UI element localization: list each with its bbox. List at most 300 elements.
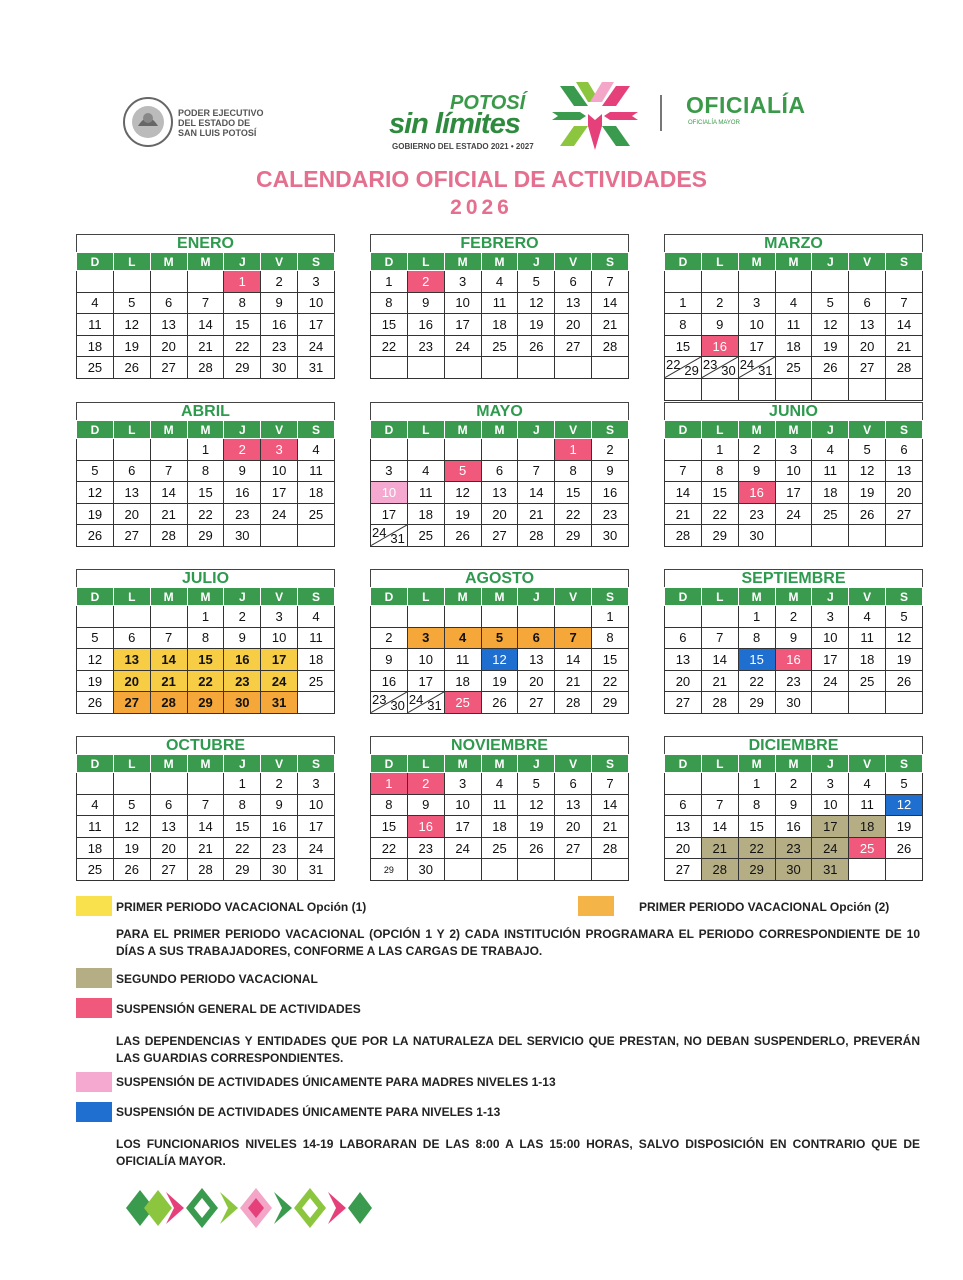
header-divider bbox=[660, 95, 662, 131]
day-cell: 7 bbox=[150, 460, 187, 482]
day-cell: 18 bbox=[407, 503, 444, 525]
day-cell: 5 bbox=[518, 271, 555, 293]
weekday-header: D bbox=[371, 421, 408, 439]
day-cell: 25 bbox=[298, 670, 335, 692]
day-cell: 17 bbox=[738, 335, 775, 357]
day-cell: 5 bbox=[812, 292, 849, 314]
day-cell: 26 bbox=[77, 525, 114, 547]
day-cell: 6 bbox=[481, 460, 518, 482]
day-cell: 30 bbox=[738, 525, 775, 547]
empty-cell bbox=[77, 606, 114, 628]
day-cell: 5 bbox=[77, 460, 114, 482]
weekday-header: M bbox=[444, 755, 481, 773]
day-cell: 5 bbox=[886, 606, 923, 628]
weekday-header: M bbox=[150, 253, 187, 271]
day-cell: 27 bbox=[555, 335, 592, 357]
empty-cell bbox=[849, 271, 886, 293]
empty-cell bbox=[187, 773, 224, 795]
day-cell: 17 bbox=[407, 670, 444, 692]
day-cell: 13 bbox=[886, 460, 923, 482]
month-name: ABRIL bbox=[76, 402, 335, 420]
day-cell: 7 bbox=[886, 292, 923, 314]
day-cell: 5 bbox=[849, 439, 886, 461]
weekday-header: V bbox=[849, 588, 886, 606]
empty-cell bbox=[150, 271, 187, 293]
day-cell: 15 bbox=[738, 816, 775, 838]
empty-cell bbox=[518, 357, 555, 379]
legend-levels-suspension: SUSPENSIÓN DE ACTIVIDADES ÚNICAMENTE PARA NIVELES 1-13 bbox=[116, 1105, 501, 1119]
day-cell: 20 bbox=[481, 503, 518, 525]
day-cell: 11 bbox=[812, 460, 849, 482]
day-cell: 12 bbox=[113, 314, 150, 336]
day-cell: 19 bbox=[77, 670, 114, 692]
weekday-header: V bbox=[261, 253, 298, 271]
day-cell: 19 bbox=[77, 503, 114, 525]
weekday-header: M bbox=[481, 421, 518, 439]
day-cell: 3 bbox=[812, 606, 849, 628]
empty-cell bbox=[407, 606, 444, 628]
day-cell: 27 bbox=[113, 692, 150, 714]
weekday-header: D bbox=[371, 253, 408, 271]
empty-cell bbox=[371, 606, 408, 628]
day-cell: 5 bbox=[444, 460, 481, 482]
month-septiembre bbox=[664, 569, 923, 714]
weekday-header: M bbox=[775, 588, 812, 606]
empty-cell bbox=[444, 859, 481, 881]
empty-cell bbox=[555, 859, 592, 881]
empty-cell bbox=[775, 271, 812, 293]
day-cell: 6 bbox=[518, 627, 555, 649]
month-name: OCTUBRE bbox=[76, 736, 335, 754]
weekday-header: V bbox=[261, 755, 298, 773]
day-cell: 2 bbox=[407, 271, 444, 293]
weekday-header: M bbox=[444, 253, 481, 271]
empty-cell bbox=[738, 271, 775, 293]
weekday-header: M bbox=[738, 588, 775, 606]
day-cell: 19 bbox=[886, 816, 923, 838]
empty-cell bbox=[481, 439, 518, 461]
weekday-header: L bbox=[407, 588, 444, 606]
empty-cell bbox=[298, 525, 335, 547]
empty-cell bbox=[187, 271, 224, 293]
day-cell: 12 bbox=[481, 649, 518, 671]
day-cell: 5 bbox=[113, 292, 150, 314]
day-cell: 9 bbox=[592, 460, 629, 482]
day-cell: 14 bbox=[518, 482, 555, 504]
month-name: FEBRERO bbox=[370, 234, 629, 252]
day-cell: 3 bbox=[775, 439, 812, 461]
day-cell: 2 bbox=[224, 606, 261, 628]
day-cell: 19 bbox=[113, 837, 150, 859]
weekday-header: D bbox=[665, 755, 702, 773]
month-junio bbox=[664, 402, 923, 547]
weekday-header: S bbox=[592, 588, 629, 606]
empty-cell bbox=[849, 692, 886, 714]
day-cell: 14 bbox=[701, 649, 738, 671]
day-cell: 2 bbox=[738, 439, 775, 461]
day-cell: 23 bbox=[407, 837, 444, 859]
empty-cell bbox=[665, 271, 702, 293]
day-cell: 18 bbox=[481, 816, 518, 838]
day-cell: 12 bbox=[886, 627, 923, 649]
day-cell: 28 bbox=[592, 837, 629, 859]
day-cell: 9 bbox=[775, 627, 812, 649]
day-cell: 17 bbox=[298, 816, 335, 838]
day-cell: 8 bbox=[224, 292, 261, 314]
day-cell: 2 bbox=[775, 606, 812, 628]
day-cell: 24 bbox=[812, 670, 849, 692]
day-cell: 24 bbox=[298, 837, 335, 859]
day-cell: 29 bbox=[224, 859, 261, 881]
day-cell: 29 bbox=[371, 859, 408, 881]
month-abril bbox=[76, 402, 335, 547]
day-cell: 10 bbox=[298, 794, 335, 816]
day-cell: 6 bbox=[150, 794, 187, 816]
day-cell: 8 bbox=[592, 627, 629, 649]
day-cell: 11 bbox=[481, 292, 518, 314]
day-cell: 20 bbox=[555, 314, 592, 336]
day-cell: 18 bbox=[481, 314, 518, 336]
day-cell: 13 bbox=[113, 482, 150, 504]
day-cell: 17 bbox=[444, 816, 481, 838]
day-cell: 27 bbox=[518, 692, 555, 714]
empty-cell bbox=[701, 773, 738, 795]
weekday-header: M bbox=[481, 755, 518, 773]
day-cell: 17 bbox=[298, 314, 335, 336]
day-cell: 12 bbox=[77, 482, 114, 504]
day-cell: 18 bbox=[775, 335, 812, 357]
weekday-header: V bbox=[555, 253, 592, 271]
legend-swatch-yellow bbox=[76, 896, 112, 916]
day-cell: 8 bbox=[555, 460, 592, 482]
weekday-header: J bbox=[224, 588, 261, 606]
empty-cell bbox=[113, 271, 150, 293]
day-cell: 21 bbox=[150, 670, 187, 692]
day-cell: 24 31 bbox=[738, 357, 775, 379]
day-cell: 6 bbox=[555, 271, 592, 293]
day-cell: 22 bbox=[187, 670, 224, 692]
empty-cell bbox=[849, 525, 886, 547]
day-cell: 17 bbox=[261, 649, 298, 671]
day-cell: 6 bbox=[555, 773, 592, 795]
day-cell: 4 bbox=[407, 460, 444, 482]
legend-first-note: PARA EL PRIMER PERIODO VACACIONAL (OPCIÓN 1 Y 2) CADA INSTITUCIÓN PROGRAMARA EL PERIODO CORRESPONDIENTE DE 10 DÍAS A SUS TRABAJADORES, CONFORME A LAS CARGAS DE TRABAJO. bbox=[116, 927, 920, 958]
empty-cell bbox=[701, 378, 738, 400]
day-cell: 5 bbox=[113, 794, 150, 816]
office-subtitle: OFICIALÍA MAYOR bbox=[688, 120, 740, 126]
weekday-header: M bbox=[150, 421, 187, 439]
empty-cell bbox=[518, 606, 555, 628]
day-cell: 21 bbox=[187, 335, 224, 357]
day-cell: 25 bbox=[481, 837, 518, 859]
weekday-header: S bbox=[298, 421, 335, 439]
day-cell: 15 bbox=[224, 314, 261, 336]
day-cell: 14 bbox=[592, 292, 629, 314]
day-cell: 12 bbox=[518, 794, 555, 816]
day-cell: 14 bbox=[886, 314, 923, 336]
day-cell: 31 bbox=[298, 859, 335, 881]
day-cell: 3 bbox=[444, 773, 481, 795]
day-cell: 26 bbox=[886, 837, 923, 859]
weekday-header: D bbox=[665, 253, 702, 271]
day-cell: 25 bbox=[775, 357, 812, 379]
day-cell: 25 bbox=[77, 357, 114, 379]
day-cell: 22 bbox=[592, 670, 629, 692]
weekday-header: S bbox=[592, 421, 629, 439]
day-cell: 1 bbox=[224, 773, 261, 795]
month-name: MARZO bbox=[664, 234, 923, 252]
day-cell: 26 bbox=[812, 357, 849, 379]
day-cell: 3 bbox=[298, 773, 335, 795]
weekday-header: V bbox=[849, 253, 886, 271]
day-cell: 1 bbox=[701, 439, 738, 461]
day-cell: 30 bbox=[592, 525, 629, 547]
day-cell: 13 bbox=[665, 649, 702, 671]
day-cell: 30 bbox=[224, 692, 261, 714]
day-cell: 12 bbox=[849, 460, 886, 482]
day-cell: 19 bbox=[444, 503, 481, 525]
day-cell: 21 bbox=[187, 837, 224, 859]
legend-first-option2: PRIMER PERIODO VACACIONAL Opción (2) bbox=[639, 900, 890, 914]
day-cell: 27 bbox=[150, 859, 187, 881]
day-cell: 15 bbox=[592, 649, 629, 671]
day-cell: 9 bbox=[738, 460, 775, 482]
day-cell: 27 bbox=[886, 503, 923, 525]
day-cell: 11 bbox=[481, 794, 518, 816]
empty-cell bbox=[444, 357, 481, 379]
empty-cell bbox=[812, 378, 849, 400]
day-cell: 7 bbox=[555, 627, 592, 649]
day-cell: 4 bbox=[298, 606, 335, 628]
day-cell: 17 bbox=[371, 503, 408, 525]
weekday-header: J bbox=[224, 755, 261, 773]
empty-cell bbox=[812, 271, 849, 293]
legend-swatch-orange bbox=[578, 896, 614, 916]
weekday-header: S bbox=[298, 588, 335, 606]
day-cell: 29 bbox=[555, 525, 592, 547]
day-cell: 11 bbox=[298, 460, 335, 482]
day-cell: 19 bbox=[518, 816, 555, 838]
weekday-header: D bbox=[77, 588, 114, 606]
day-cell: 15 bbox=[187, 649, 224, 671]
weekday-header: L bbox=[701, 755, 738, 773]
day-cell: 24 bbox=[298, 335, 335, 357]
month-octubre bbox=[76, 736, 335, 881]
weekday-header: D bbox=[371, 588, 408, 606]
empty-cell bbox=[812, 692, 849, 714]
weekday-header: M bbox=[775, 421, 812, 439]
weekday-header: D bbox=[77, 755, 114, 773]
day-cell: 17 bbox=[775, 482, 812, 504]
day-cell: 23 bbox=[224, 670, 261, 692]
day-cell: 28 bbox=[150, 525, 187, 547]
day-cell: 16 bbox=[371, 670, 408, 692]
empty-cell bbox=[113, 439, 150, 461]
page-title: CALENDARIO OFICIAL DE ACTIVIDADES bbox=[255, 166, 708, 192]
weekday-header: L bbox=[113, 253, 150, 271]
page-year: 2026 bbox=[450, 196, 513, 219]
weekday-header: M bbox=[444, 588, 481, 606]
day-cell: 23 bbox=[775, 837, 812, 859]
day-cell: 29 bbox=[224, 357, 261, 379]
day-cell: 16 bbox=[261, 314, 298, 336]
day-cell: 9 bbox=[371, 649, 408, 671]
day-cell: 30 bbox=[224, 525, 261, 547]
day-cell: 6 bbox=[665, 794, 702, 816]
day-cell: 21 bbox=[592, 314, 629, 336]
day-cell: 12 bbox=[113, 816, 150, 838]
day-cell: 6 bbox=[886, 439, 923, 461]
day-cell: 25 bbox=[481, 335, 518, 357]
day-cell: 12 bbox=[886, 794, 923, 816]
day-cell: 31 bbox=[298, 357, 335, 379]
day-cell: 6 bbox=[665, 627, 702, 649]
weekday-header: J bbox=[224, 421, 261, 439]
empty-cell bbox=[886, 692, 923, 714]
day-cell: 2 bbox=[261, 271, 298, 293]
empty-cell bbox=[886, 525, 923, 547]
weekday-header: V bbox=[555, 588, 592, 606]
weekday-header: L bbox=[113, 421, 150, 439]
day-cell: 18 bbox=[849, 649, 886, 671]
weekday-header: M bbox=[150, 588, 187, 606]
day-cell: 11 bbox=[407, 482, 444, 504]
legend-swatch-light-pink bbox=[76, 1072, 112, 1092]
day-cell: 1 bbox=[187, 606, 224, 628]
day-cell: 14 bbox=[187, 816, 224, 838]
weekday-header: S bbox=[886, 253, 923, 271]
day-cell: 16 bbox=[407, 314, 444, 336]
day-cell: 23 bbox=[224, 503, 261, 525]
day-cell: 11 bbox=[849, 627, 886, 649]
weekday-header: S bbox=[592, 755, 629, 773]
day-cell: 11 bbox=[77, 816, 114, 838]
day-cell: 11 bbox=[775, 314, 812, 336]
day-cell: 8 bbox=[187, 627, 224, 649]
day-cell: 7 bbox=[701, 627, 738, 649]
day-cell: 25 bbox=[77, 859, 114, 881]
day-cell: 26 bbox=[113, 357, 150, 379]
day-cell: 19 bbox=[812, 335, 849, 357]
day-cell: 23 30 bbox=[371, 692, 408, 714]
day-cell: 22 bbox=[224, 837, 261, 859]
day-cell: 28 bbox=[555, 692, 592, 714]
day-cell: 20 bbox=[555, 816, 592, 838]
month-diciembre bbox=[664, 736, 923, 881]
day-cell: 26 bbox=[481, 692, 518, 714]
day-cell: 4 bbox=[775, 292, 812, 314]
day-cell: 24 bbox=[444, 837, 481, 859]
day-cell: 15 bbox=[371, 816, 408, 838]
weekday-header: S bbox=[886, 755, 923, 773]
day-cell: 9 bbox=[407, 794, 444, 816]
day-cell: 18 bbox=[298, 482, 335, 504]
day-cell: 2 bbox=[701, 292, 738, 314]
day-cell: 14 bbox=[555, 649, 592, 671]
weekday-header: D bbox=[371, 755, 408, 773]
day-cell: 29 bbox=[738, 859, 775, 881]
day-cell: 13 bbox=[113, 649, 150, 671]
empty-cell bbox=[77, 773, 114, 795]
month-mayo bbox=[370, 402, 629, 547]
day-cell: 14 bbox=[150, 649, 187, 671]
day-cell: 7 bbox=[665, 460, 702, 482]
month-name: SEPTIEMBRE bbox=[664, 569, 923, 587]
weekday-header: M bbox=[738, 253, 775, 271]
weekday-header: J bbox=[812, 253, 849, 271]
day-cell: 20 bbox=[849, 335, 886, 357]
day-cell: 31 bbox=[812, 859, 849, 881]
day-cell: 6 bbox=[113, 460, 150, 482]
day-cell: 8 bbox=[701, 460, 738, 482]
weekday-header: D bbox=[77, 253, 114, 271]
day-cell: 18 bbox=[812, 482, 849, 504]
empty-cell bbox=[886, 859, 923, 881]
day-cell: 17 bbox=[261, 482, 298, 504]
month-name: MAYO bbox=[370, 402, 629, 420]
month-agosto bbox=[370, 569, 629, 714]
day-cell: 14 bbox=[150, 482, 187, 504]
day-cell: 10 bbox=[812, 627, 849, 649]
day-cell: 8 bbox=[665, 314, 702, 336]
day-cell: 28 bbox=[150, 692, 187, 714]
day-cell: 20 bbox=[113, 670, 150, 692]
day-cell: 1 bbox=[187, 439, 224, 461]
day-cell: 19 bbox=[113, 335, 150, 357]
day-cell: 7 bbox=[187, 292, 224, 314]
state-seal-logo bbox=[122, 96, 174, 148]
day-cell: 10 bbox=[298, 292, 335, 314]
day-cell: 4 bbox=[481, 271, 518, 293]
day-cell: 28 bbox=[187, 357, 224, 379]
day-cell: 20 bbox=[113, 503, 150, 525]
day-cell: 22 bbox=[701, 503, 738, 525]
legend-general-note: LAS DEPENDENCIAS Y ENTIDADES QUE POR LA NATURALEZA DEL SERVICIO QUE PRESTAN, NO DEBAN SUSPENDERLO, PREVERÁN LAS GUARDIAS CORRESPONDIENTES. bbox=[116, 1034, 920, 1065]
day-cell: 28 bbox=[187, 859, 224, 881]
weekday-header: J bbox=[812, 421, 849, 439]
empty-cell bbox=[481, 859, 518, 881]
day-cell: 13 bbox=[481, 482, 518, 504]
day-cell: 4 bbox=[481, 773, 518, 795]
day-cell: 1 bbox=[738, 773, 775, 795]
day-cell: 23 bbox=[261, 837, 298, 859]
legend-general-suspension: SUSPENSIÓN GENERAL DE ACTIVIDADES bbox=[116, 1002, 361, 1016]
day-cell: 21 bbox=[150, 503, 187, 525]
day-cell: 8 bbox=[371, 292, 408, 314]
empty-cell bbox=[518, 859, 555, 881]
weekday-header: V bbox=[849, 421, 886, 439]
weekday-header: J bbox=[518, 421, 555, 439]
day-cell: 18 bbox=[444, 670, 481, 692]
day-cell: 15 bbox=[738, 649, 775, 671]
day-cell: 8 bbox=[224, 794, 261, 816]
empty-cell bbox=[701, 606, 738, 628]
weekday-header: J bbox=[812, 588, 849, 606]
day-cell: 21 bbox=[592, 816, 629, 838]
empty-cell bbox=[886, 378, 923, 400]
day-cell: 3 bbox=[407, 627, 444, 649]
weekday-header: M bbox=[444, 421, 481, 439]
empty-cell bbox=[665, 773, 702, 795]
day-cell: 1 bbox=[371, 773, 408, 795]
weekday-header: V bbox=[849, 755, 886, 773]
day-cell: 1 bbox=[738, 606, 775, 628]
day-cell: 9 bbox=[261, 292, 298, 314]
brand-government-period: GOBIERNO DEL ESTADO 2021 • 2027 bbox=[392, 142, 534, 151]
month-febrero bbox=[370, 234, 629, 379]
day-cell: 15 bbox=[665, 335, 702, 357]
day-cell: 16 bbox=[775, 816, 812, 838]
